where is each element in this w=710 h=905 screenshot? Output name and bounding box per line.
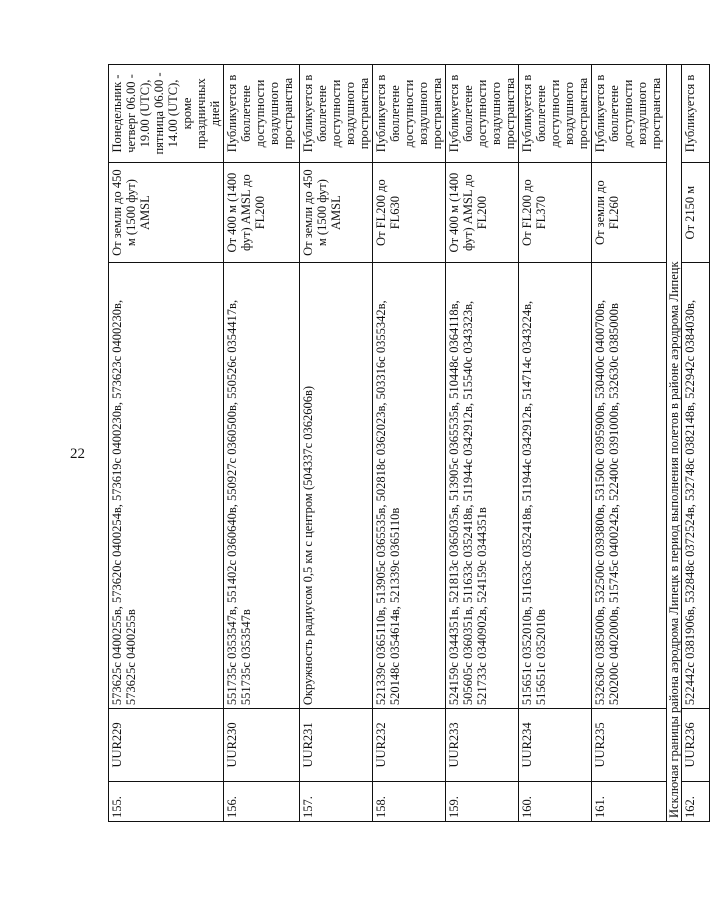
table-row xyxy=(682,65,710,822)
zone-altitude: От земли до 450 м (1500 фут) AMSL xyxy=(109,162,224,262)
zone-schedule: Публикуется в бюллетене доступности воздушного пространства xyxy=(446,65,519,163)
zone-coordinates: 524159с 0344351в, 521813с 0365035в, 513905с 0365535в, 510448с 0364118в, 505605с 0360351в, 511633с 0352418в, 511944с 0342912в, 515540с 0343323в, 521733с 0340902в, 524159с 0344351в xyxy=(446,263,519,709)
rotated-table-container xyxy=(108,64,710,822)
page-number: 22 xyxy=(70,446,85,462)
zone-schedule: Публикуется в бюллетене доступности воздушного пространства xyxy=(373,65,446,163)
table-row xyxy=(667,65,682,822)
row-number: 158. xyxy=(373,781,446,821)
zone-code: UUR234 xyxy=(519,709,592,782)
zone-altitude: От земли до FL260 xyxy=(592,162,667,262)
zone-altitude: От 2150 м xyxy=(682,162,710,262)
row-number: 160. xyxy=(519,781,592,821)
table-row xyxy=(373,65,446,822)
zone-coordinates: 522442с 0381906в, 532848с 0372524в, 532748с 0382148в, 522942с 0384030в, xyxy=(682,263,710,709)
table-row xyxy=(300,65,373,822)
row-number: 162. xyxy=(682,781,710,821)
zone-altitude: От 400 м (1400 фут) AMSL до FL200 xyxy=(224,162,300,262)
table-row xyxy=(446,65,519,822)
zone-altitude: От 400 м (1400 фут) AMSL до FL200 xyxy=(446,162,519,262)
zone-schedule: Публикуется в бюллетене доступности воздушного пространства xyxy=(592,65,667,163)
zone-altitude: От FL200 до FL370 xyxy=(519,162,592,262)
table-row xyxy=(224,65,300,822)
zone-coordinates: Окружность радиусом 0,5 км с центром (504337с 0362606в) xyxy=(300,263,373,709)
row-number: 155. xyxy=(109,781,224,821)
table-row xyxy=(519,65,592,822)
zone-schedule: Публикуется в бюллетене доступности воздушного пространства xyxy=(519,65,592,163)
table-row xyxy=(109,65,224,822)
zone-coordinates: 573625с 0400255в, 573620с 0400254в, 573619с 0400230в, 573623с 0400230в, 573625с 0400255в xyxy=(109,263,224,709)
exclusion-note: Исключая границы района аэродрома Липецк в период выполнения полетов в районе аэродрома Липецк xyxy=(667,65,682,822)
zone-code: UUR230 xyxy=(224,709,300,782)
row-number: 159. xyxy=(446,781,519,821)
row-number: 161. xyxy=(592,781,667,821)
airspace-table xyxy=(108,64,710,822)
zone-code: UUR231 xyxy=(300,709,373,782)
zone-altitude: От земли до 450 м (1500 фут) AMSL xyxy=(300,162,373,262)
zone-code: UUR232 xyxy=(373,709,446,782)
zone-code: UUR235 xyxy=(592,709,667,782)
zone-coordinates: 521339с 0365110в, 513905с 0365535в, 502818с 0362023в, 503316с 0355342в, 520148с 0354614в, 521339с 0365110в xyxy=(373,263,446,709)
zone-schedule: Публикуется в бюллетене доступности воздушного пространства xyxy=(224,65,300,163)
row-number: 156. xyxy=(224,781,300,821)
row-number: 157. xyxy=(300,781,373,821)
zone-schedule: Публикуется в xyxy=(682,65,710,163)
zone-altitude: От FL200 до FL630 xyxy=(373,162,446,262)
zone-code: UUR236 xyxy=(682,709,710,782)
zone-code: UUR229 xyxy=(109,709,224,782)
zone-coordinates: 551735с 0353547в, 551402с 0360640в, 550927с 0360500в, 550526с 0354417в, 551735с 0353547в xyxy=(224,263,300,709)
zone-schedule: Публикуется в бюллетене доступности воздушного пространства xyxy=(300,65,373,163)
zone-schedule: Понедельник - четверг 06.00 - 19.00 (UTC), пятница 06.00 - 14.00 (UTC), кроме праздничных дней xyxy=(109,65,224,163)
table-row xyxy=(592,65,667,822)
zone-code: UUR233 xyxy=(446,709,519,782)
zone-coordinates: 515651с 0352010в, 511633с 0352418в, 511944с 0342912в, 514714с 0343224в, 515651с 0352010в xyxy=(519,263,592,709)
zone-coordinates: 532630с 0385000в, 532500с 0393800в, 531500с 0395900в, 530400с 0400700в, 520200с 0402000в, 515745с 0400242в, 522400с 0391000в, 532630с 0385000в xyxy=(592,263,667,709)
